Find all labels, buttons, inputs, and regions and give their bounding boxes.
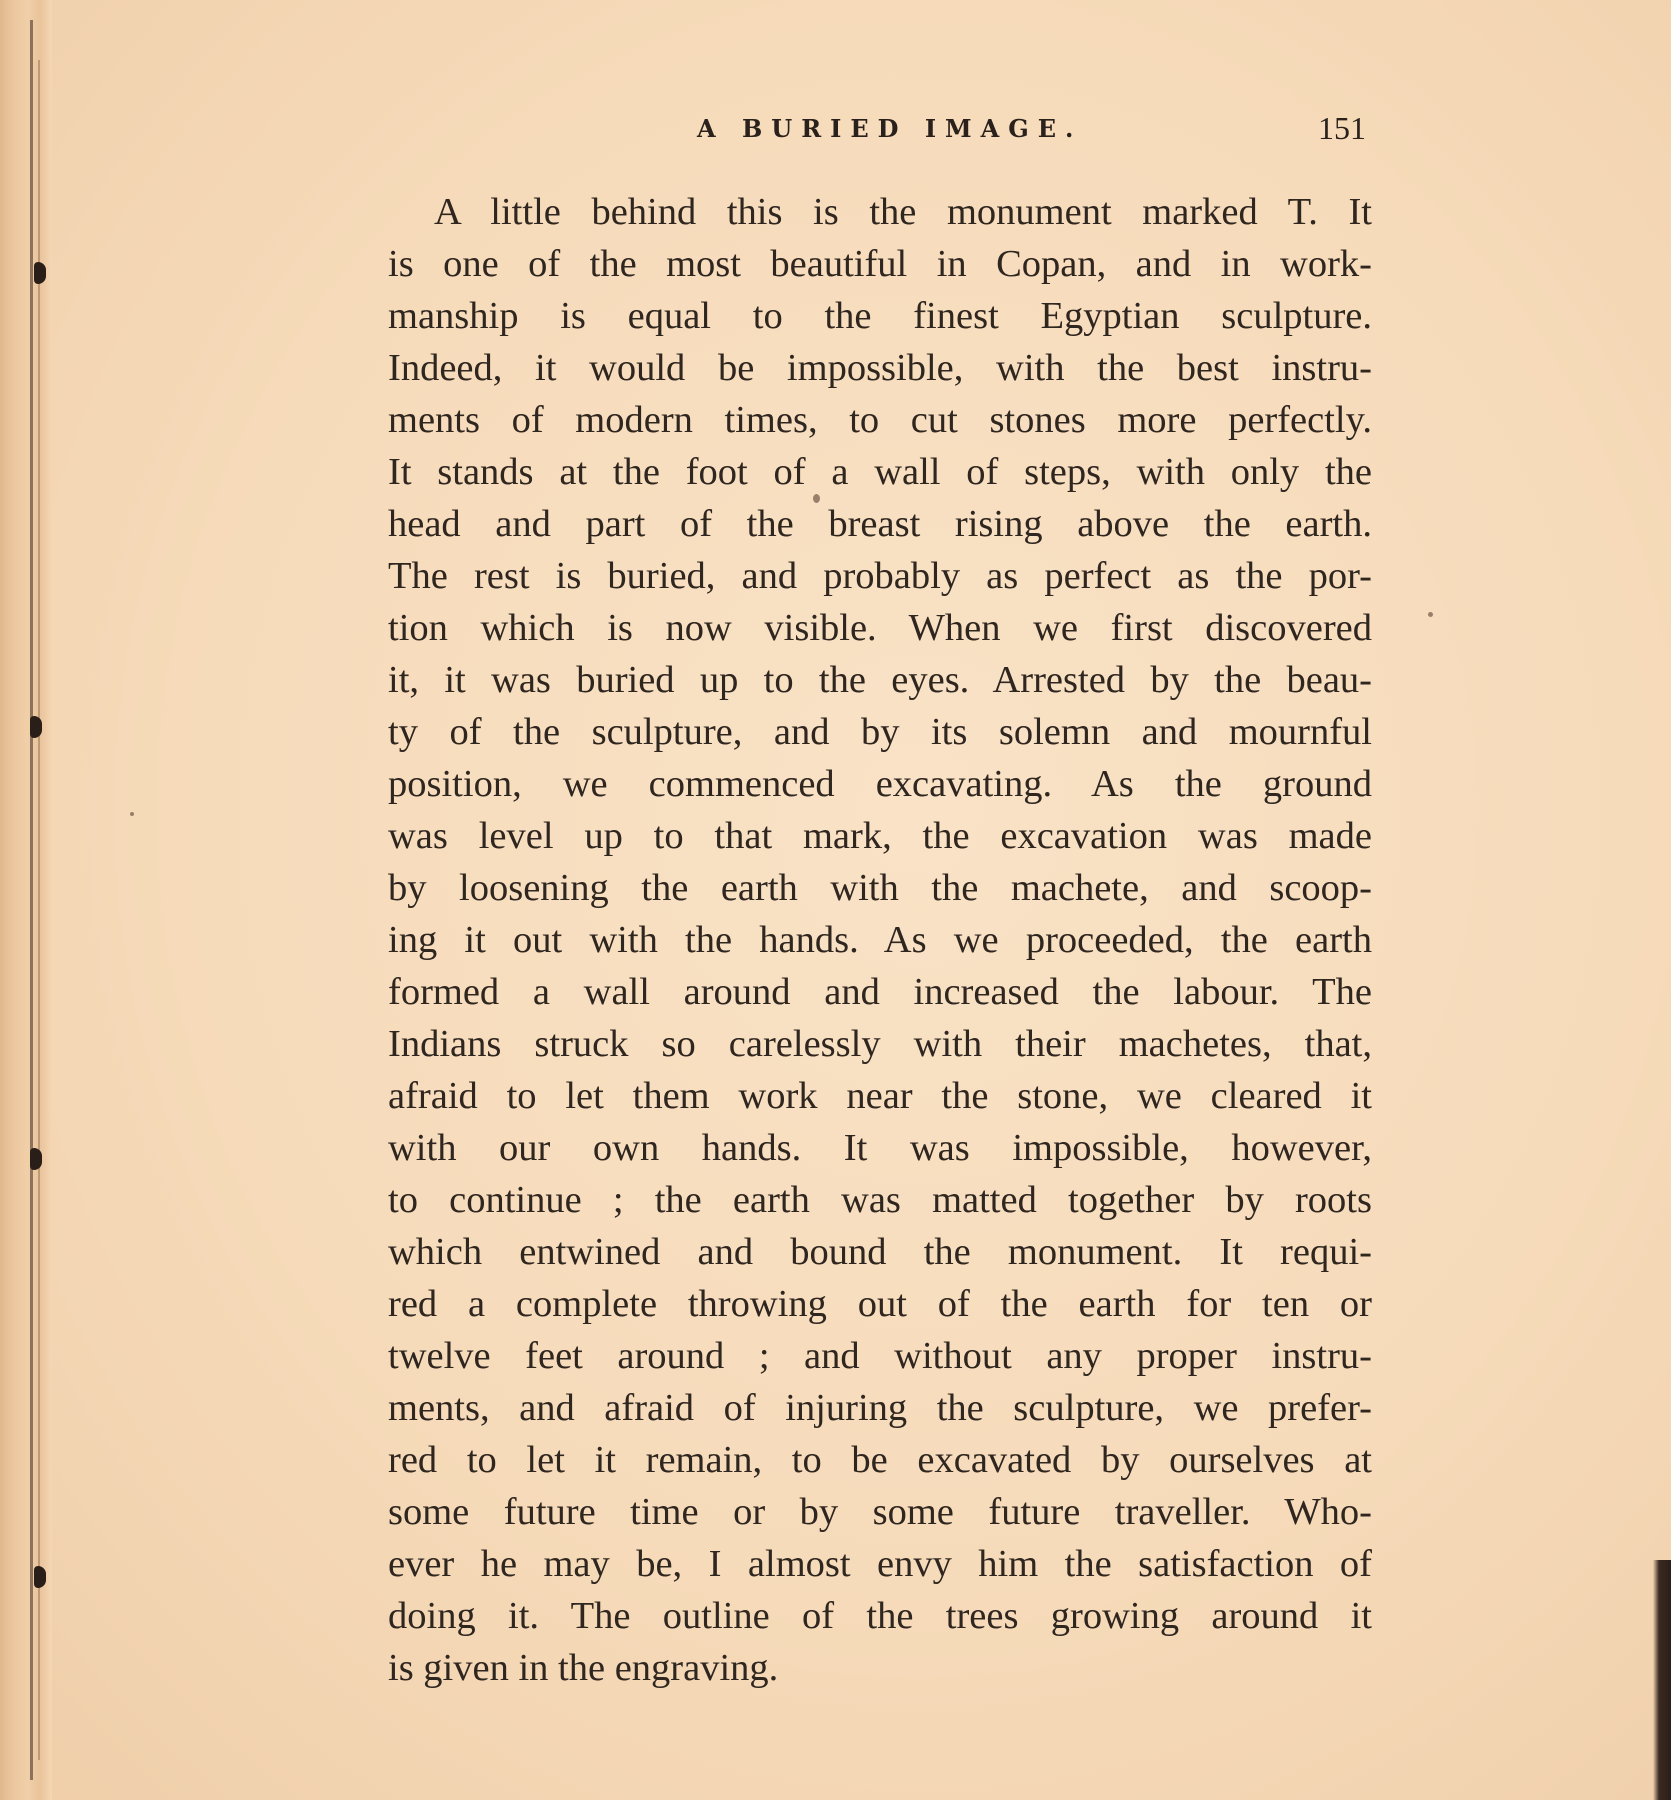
page-number: 151 — [1318, 110, 1366, 146]
text-line: to continue ; the earth was matted together by roots — [388, 1179, 1372, 1221]
text-line: with our own hands. It was impossible, however, — [388, 1127, 1372, 1169]
text-line: ments, and afraid of injuring the sculpture, we prefer- — [388, 1387, 1372, 1429]
text-line: head and part of the breast rising above the earth. — [388, 503, 1372, 545]
binding-stitch — [34, 1566, 46, 1588]
text-line: formed a wall around and increased the labour. The — [388, 971, 1372, 1013]
text-line: is given in the engraving. — [388, 1647, 779, 1689]
body-text — [388, 186, 1372, 1706]
spine-fold-line — [30, 20, 33, 1780]
text-line: ing it out with the hands. As we proceeded, the earth — [388, 919, 1372, 961]
text-line: it, it was buried up to the eyes. Arrested by the beau- — [388, 659, 1372, 701]
text-line: which entwined and bound the monument. It requi- — [388, 1231, 1372, 1273]
text-line: doing it. The outline of the trees growing around it — [388, 1595, 1372, 1637]
text-line: by loosening the earth with the machete, and scoop- — [388, 867, 1372, 909]
right-page-edge — [1653, 1560, 1671, 1800]
text-line: some future time or by some future traveller. Who- — [388, 1491, 1372, 1533]
paper-speck — [130, 812, 134, 816]
binding-stitch — [34, 262, 46, 284]
text-line: ments of modern times, to cut stones more perfectly. — [388, 399, 1372, 441]
text-line: The rest is buried, and probably as perfect as the por- — [388, 555, 1372, 597]
text-line: position, we commenced excavating. As the ground — [388, 763, 1372, 805]
text-line: It stands at the foot of a wall of steps, with only the — [388, 451, 1372, 493]
text-line: afraid to let them work near the stone, we cleared it — [388, 1075, 1372, 1117]
text-line: tion which is now visible. When we first discovered — [388, 607, 1372, 649]
running-head — [0, 110, 1671, 154]
text-line: red to let it remain, to be excavated by ourselves at — [388, 1439, 1372, 1481]
text-line: manship is equal to the finest Egyptian sculpture. — [388, 295, 1372, 337]
chapter-running-title: A BURIED IMAGE. — [697, 114, 1083, 143]
text-line: is one of the most beautiful in Copan, and in work- — [388, 243, 1372, 285]
text-line: Indeed, it would be impossible, with the best instru- — [388, 347, 1372, 389]
paper-speck — [1428, 612, 1433, 617]
text-line: ever he may be, I almost envy him the satisfaction of — [388, 1543, 1372, 1585]
text-line: red a complete throwing out of the earth for ten or — [388, 1283, 1372, 1325]
binding-stitch — [30, 1148, 42, 1170]
text-line: ty of the sculpture, and by its solemn and mournful — [388, 711, 1372, 753]
text-line: was level up to that mark, the excavation was made — [388, 815, 1372, 857]
book-spine — [0, 0, 52, 1800]
text-line: Indians struck so carelessly with their machetes, that, — [388, 1023, 1372, 1065]
binding-stitch — [30, 716, 42, 738]
text-line: A little behind this is the monument marked T. It — [434, 191, 1372, 233]
text-line: twelve feet around ; and without any proper instru- — [388, 1335, 1372, 1377]
spine-fold-shadow — [38, 60, 40, 1760]
